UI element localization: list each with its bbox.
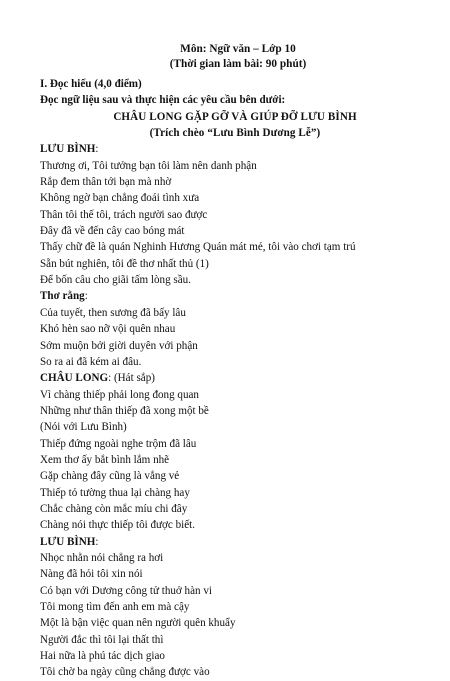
poem-label-line xyxy=(40,288,430,304)
speaker-name: CHÂU LONG xyxy=(40,372,109,385)
speaker-name: LƯU BÌNH xyxy=(40,535,96,548)
verse-line: Thấy chữ đề là quán Nghinh Hương Quán mát mẻ, tôi vào chơi tạm trú xyxy=(40,241,356,254)
verse-line: Sẵn bút nghiên, tôi đề thơ nhất thủ (1) xyxy=(40,257,209,270)
verse-line: Một là bận việc quan nên người quên khuẩy xyxy=(40,617,236,630)
verse-line: Xem thơ ấy bắt bình lắm nhẽ xyxy=(40,453,170,466)
poem-line: So ra ai đã kém ai đâu. xyxy=(40,355,142,368)
section-heading: I. Đọc hiểu (4,0 điểm) xyxy=(40,78,142,90)
verse-line: Gặp chàng đây cũng là vắng vẻ xyxy=(40,470,180,483)
exam-header xyxy=(138,42,338,72)
verse-line: Có bạn với Dương công tử thuở hàn vi xyxy=(40,584,212,597)
document-body xyxy=(40,76,430,681)
verse-line: Tôi chờ ba ngày cũng chẳng được vào xyxy=(40,666,210,679)
verse-line: Để bốn câu cho giãi tấm lòng sầu. xyxy=(40,274,191,287)
verse-line: Nàng đã hỏi tôi xin nói xyxy=(40,568,143,581)
verse-line: Rắp đem thân tới bạn mà nhờ xyxy=(40,176,172,189)
verse-line: Thân tôi thế tôi, trách người sao được xyxy=(40,208,208,221)
stage-direction: (Nói với Lưu Bình) xyxy=(40,421,127,434)
verse-line: Vì chàng thiếp phải long đong quan xyxy=(40,388,199,401)
poem-label: Thơ rằng xyxy=(40,290,85,303)
verse-line: Hai nữa là phú tác dịch giao xyxy=(40,650,165,663)
speaker-line-chau-long xyxy=(40,370,430,386)
verse-line: Chắc chàng còn mắc míu chi đây xyxy=(40,502,188,515)
verse-line: Người đắc thì tôi lại thất thì xyxy=(40,633,164,646)
speaker-suffix: : xyxy=(95,143,99,156)
poem-label-suffix: : xyxy=(84,290,88,303)
speaker-suffix: : xyxy=(95,535,99,548)
section-instruction: Đọc ngữ liệu sau và thực hiện các yêu cầu bên dưới: xyxy=(40,94,286,107)
verse-line: Tôi mong tìm đến anh em mà cậy xyxy=(40,601,190,613)
speaker-note: : (Hát sắp) xyxy=(108,372,155,385)
verse-line: Chàng nói thực thiếp tôi được biết. xyxy=(40,519,195,532)
verse-line: Thiếp đứng ngoài nghe trộm đã lâu xyxy=(40,437,197,450)
verse-line: Những như thân thiếp đã xong một bề xyxy=(40,404,209,417)
poem-line: Của tuyết, then sương đã bấy lâu xyxy=(40,306,186,319)
time-line: (Thời gian làm bài: 90 phút) xyxy=(169,58,307,70)
verse-line: Không ngờ bạn chẳng đoái tình xưa xyxy=(40,192,200,205)
speaker-line-luu-binh-1 xyxy=(40,141,430,157)
poem-line: Sớm muộn bởi giời duyên với phận xyxy=(40,339,198,352)
verse-line: Nhọc nhằn nói chẳng ra hơi xyxy=(40,551,164,564)
poem-line: Khó hèn sao nỡ vội quên nhau xyxy=(40,323,176,336)
verse-line: Thương ơi, Tôi tưởng bạn tôi làm nên danh phận xyxy=(40,159,257,172)
speaker-line-luu-binh-2 xyxy=(40,534,430,550)
verse-line: Đây đã về đến cây cao bóng mát xyxy=(40,225,185,238)
verse-line: Thiếp tỏ tường thua lại chàng hay xyxy=(40,486,190,499)
subject-line: Môn: Ngữ văn – Lớp 10 xyxy=(180,43,296,55)
passage-title: CHÂU LONG GẶP GỠ VÀ GIÚP ĐỠ LƯU BÌNH xyxy=(113,110,357,123)
speaker-name: LƯU BÌNH xyxy=(40,143,96,156)
passage-subtitle: (Trích chèo “Lưu Bình Dương Lễ”) xyxy=(149,127,321,140)
